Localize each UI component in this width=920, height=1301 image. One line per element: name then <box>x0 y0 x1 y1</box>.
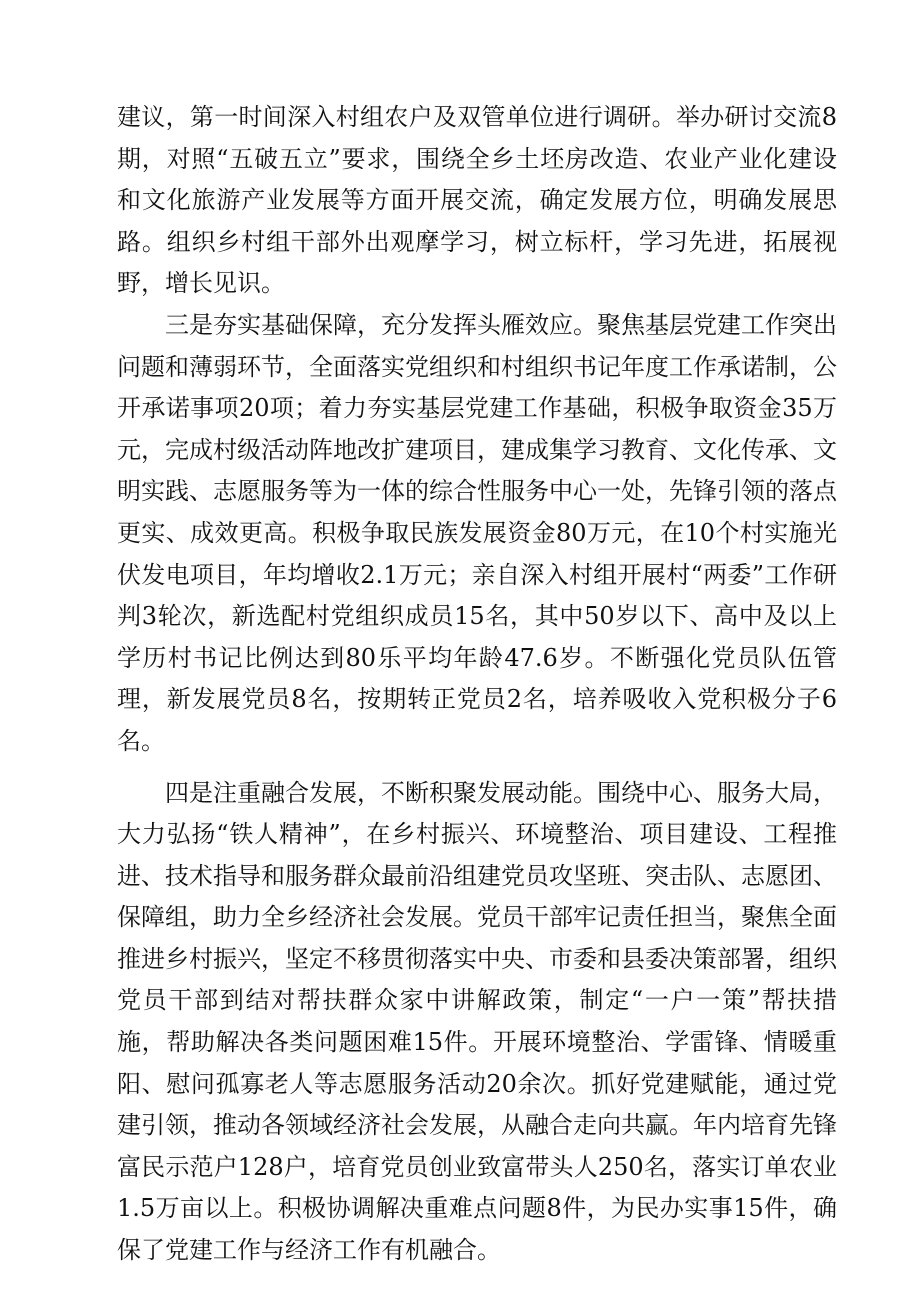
paragraph-continuation: 建议，第一时间深入村组农户及双管单位进行调研。举办研讨交流8期，对照“五破五立”要求，围绕全乡土坯房改造、农业产业化建设和文化旅游产业发展等方面开展交流，确定发展方位，明确发展思路。组织乡村组干部外出观摩学习，树立标杆，学习先进，拓展视野，增长见识。 <box>117 103 837 298</box>
paragraph-foundation-guarantee: 三是夯实基础保障，充分发挥头雁效应。聚焦基层党建工作突出问题和薄弱环节，全面落实党组织和村组织书记年度工作承诺制，公开承诺事项20项；着力夯实基层党建工作基础，积极争取资金35万元，完成村级活动阵地改扩建项目，建成集学习教育、文化传承、文明实践、志愿服务等为一体的综合性服务中心一处，先锋引领的落点更实、成效更高。积极争取民族发展资金80万元，在10个村实施光伏发电项目，年均增收2.1万元；亲自深入村组开展村“两委”工作研判3轮次，新选配村党组织成员15名，其中50岁以下、高中及以上学历村书记比例达到80乐平均年龄47.6岁。不断强化党员队伍管理，新发展党员8名，按期转正党员2名，培养吸收入党积极分子6名。 <box>117 310 837 755</box>
paragraph-integrated-development: 四是注重融合发展，不断积聚发展动能。围绕中心、服务大局，大力弘扬“铁人精神”，在乡村振兴、环境整治、项目建设、工程推进、技术指导和服务群众最前沿组建党员攻坚班、突击队、志愿团、保障组，助力全乡经济社会发展。党员干部牢记责任担当，聚焦全面推进乡村振兴，坚定不移贯彻落实中央、市委和县委决策部署，组织党员干部到结对帮扶群众家中讲解政策，制定“一户一策”帮扶措施，帮助解决各类问题困难15件。开展环境整治、学雷锋、情暖重阳、慰问孤寡老人等志愿服务活动20余次。抓好党建赋能，通过党建引领，推动各领域经济社会发展，从融合走向共赢。年内培育先锋富民示范户128户，培育党员创业致富带头人250名，落实订单农业1.5万亩以上。积极协调解决重难点问题8件，为民办实事15件，确保了党建工作与经济工作有机融合。 <box>117 778 837 1265</box>
document-body <box>117 97 837 1272</box>
